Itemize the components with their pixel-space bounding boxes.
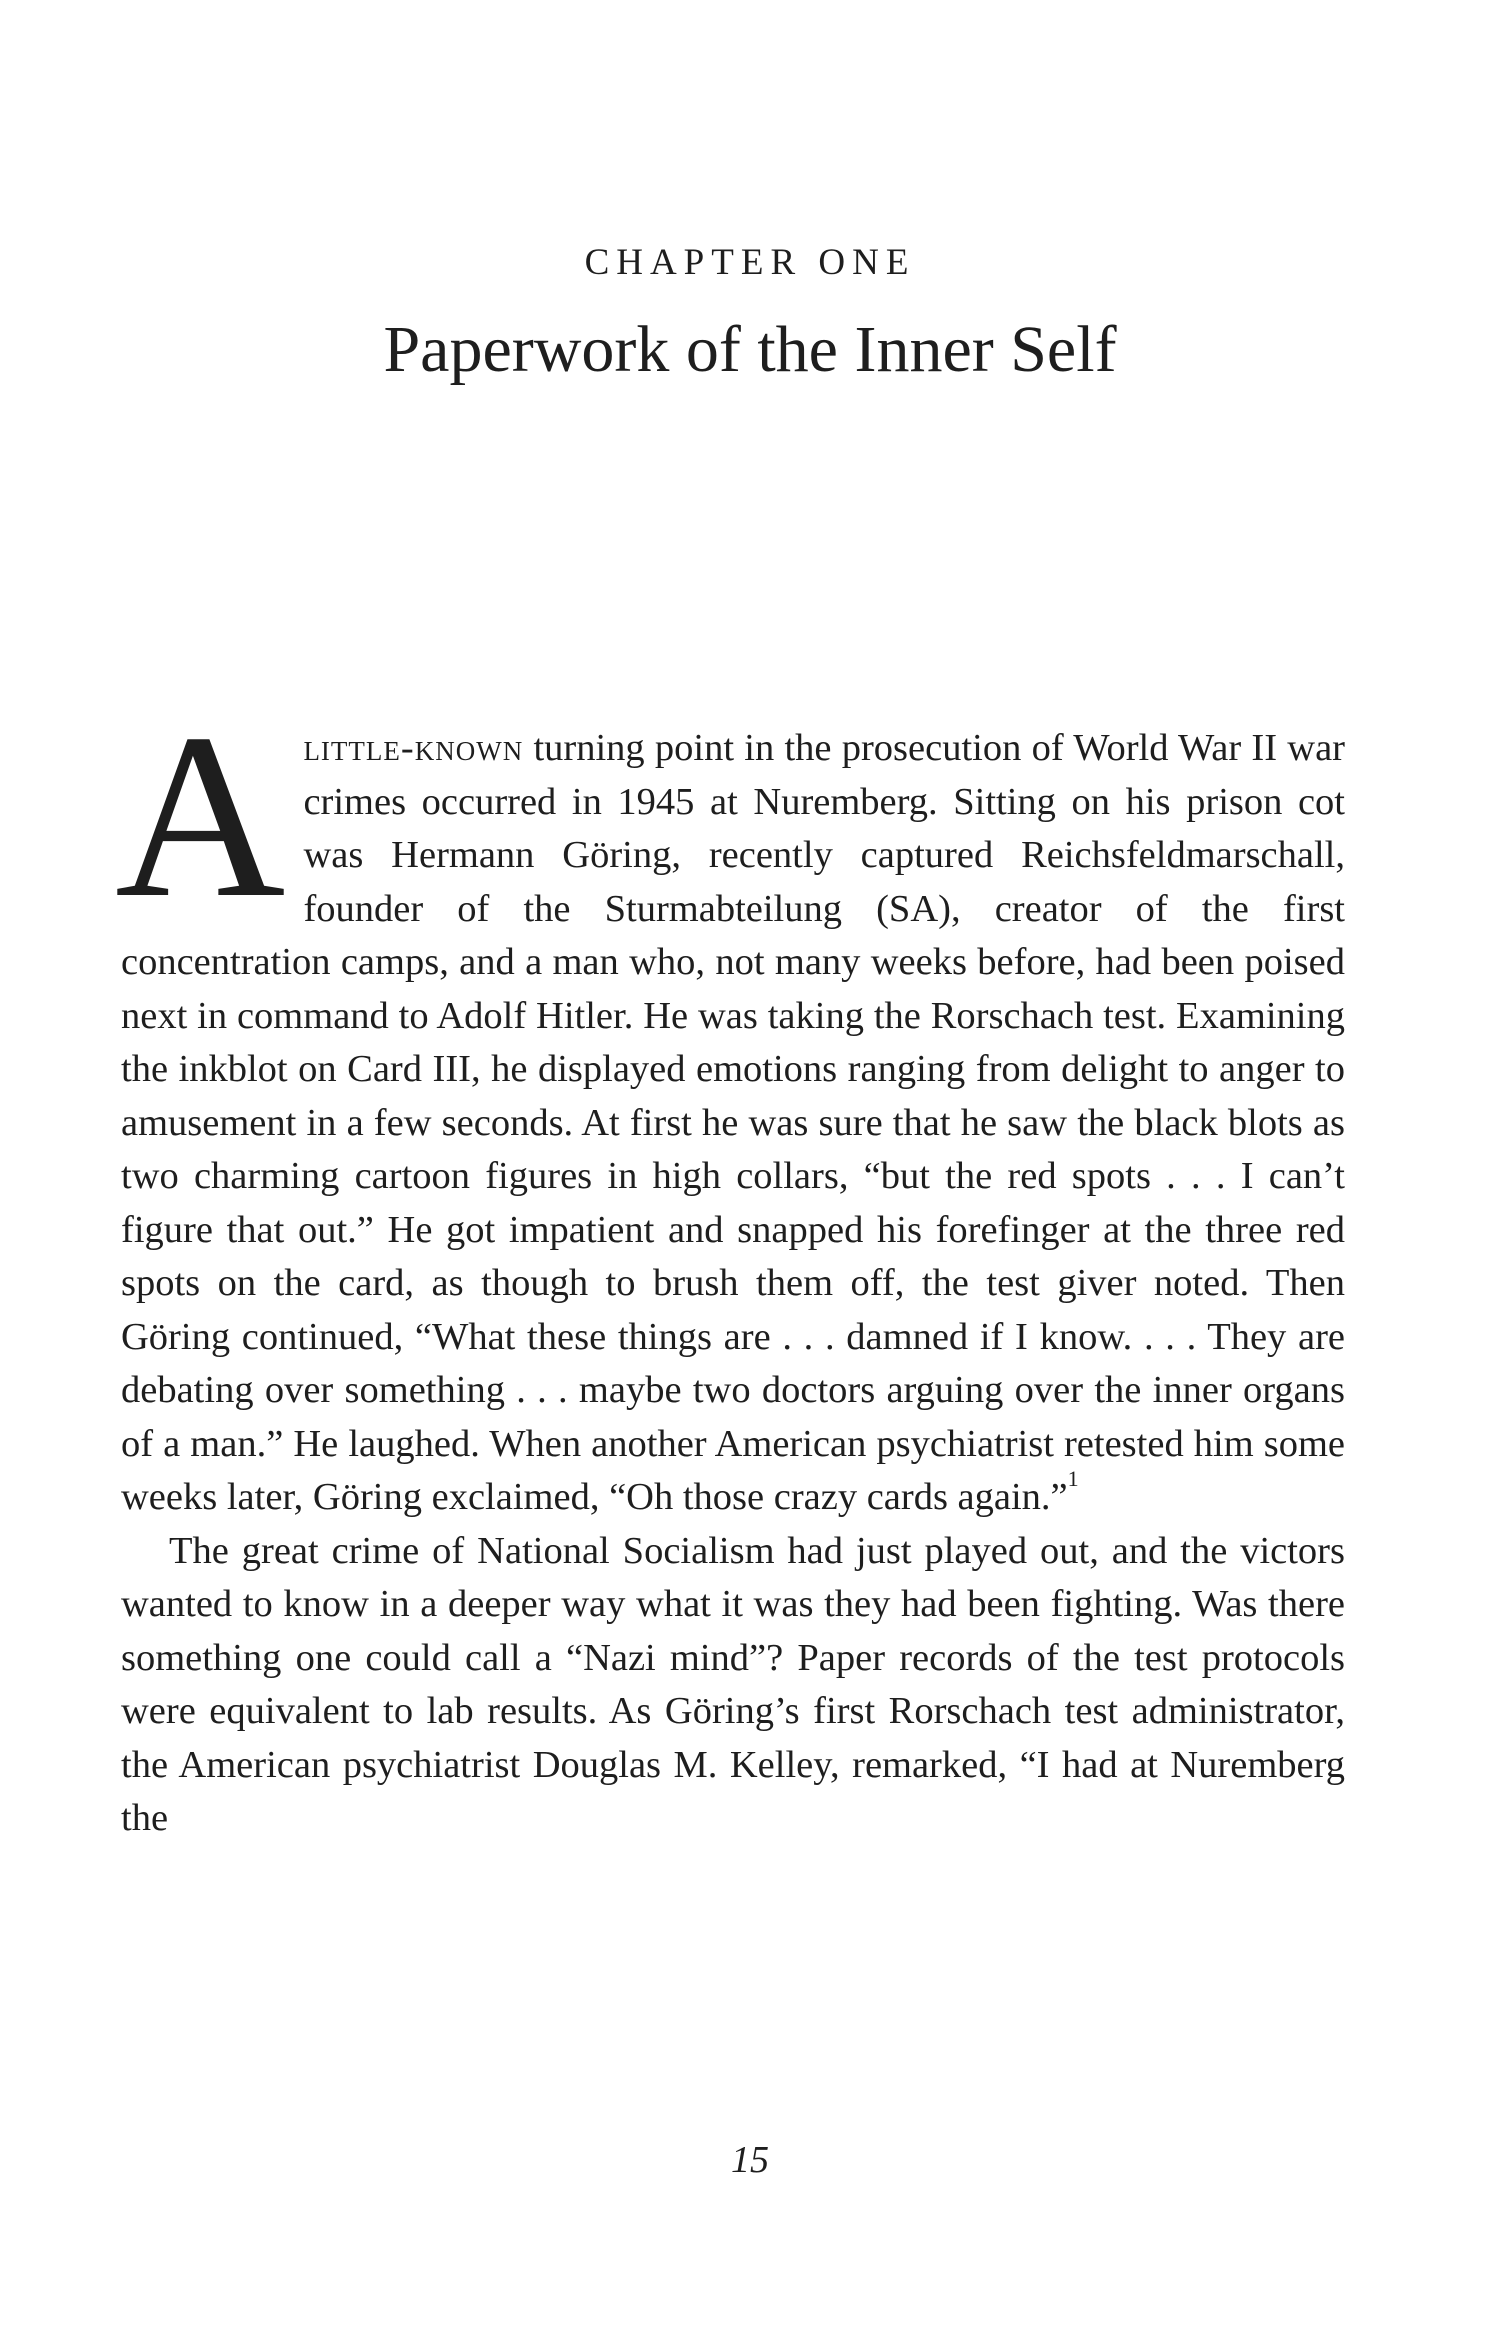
- lead-in-smallcaps: little-known: [303, 727, 524, 769]
- footnote-reference[interactable]: 1: [1067, 1466, 1079, 1491]
- body-text: [115, 686, 1345, 1846]
- chapter-title: Paperwork of the Inner Self: [383, 313, 1117, 386]
- drop-cap: A: [115, 686, 286, 947]
- paragraph-1: [115, 686, 1345, 1525]
- chapter-label: CHAPTER ONE: [584, 242, 916, 283]
- paragraph-2: The great crime of National Socialism had just played out, and the victors wanted to know in a deeper way what it was they had been fighting. Was there something one could call a “Nazi mind”? Paper records of the test protocols were equivalent to lab results. As Göring’s first Rorschach test administrator, the American psychiatrist Douglas M. Kelley, remarked, “I had at Nuremberg the: [121, 1529, 1345, 1839]
- paragraph-1-text: turning point in the prosecution of World War II war crimes occurred in 1945 at Nuremberg. Sitting on his prison cot was Hermann Göring, recently captured Reichsfeldmarschall, founder of the Sturmabteilung (SA), creator of the first concentration camps, and a man who, not many weeks before, had been poised next in command to Adolf Hitler. He was taking the Rorschach test. Examining the inkblot on Card III, he displayed emotions ranging from delight to anger to amusement in a few seconds. At first he was sure that he saw the black blots as two charming cartoon figures in high collars, “but the red spots . . . I can’t figure that out.” He got impatient and snapped his forefinger at the three red spots on the card, as though to brush them off, the test giver noted. Then Göring continued, “What these things are . . . damned if I know. . . . They are debating over something . . . maybe two doctors arguing over the inner organs of a man.” He laughed. When another American psychiatrist retested him some weeks later, Göring exclaimed, “Oh those crazy cards again.”: [121, 727, 1345, 1518]
- page-number: 15: [731, 2139, 769, 2181]
